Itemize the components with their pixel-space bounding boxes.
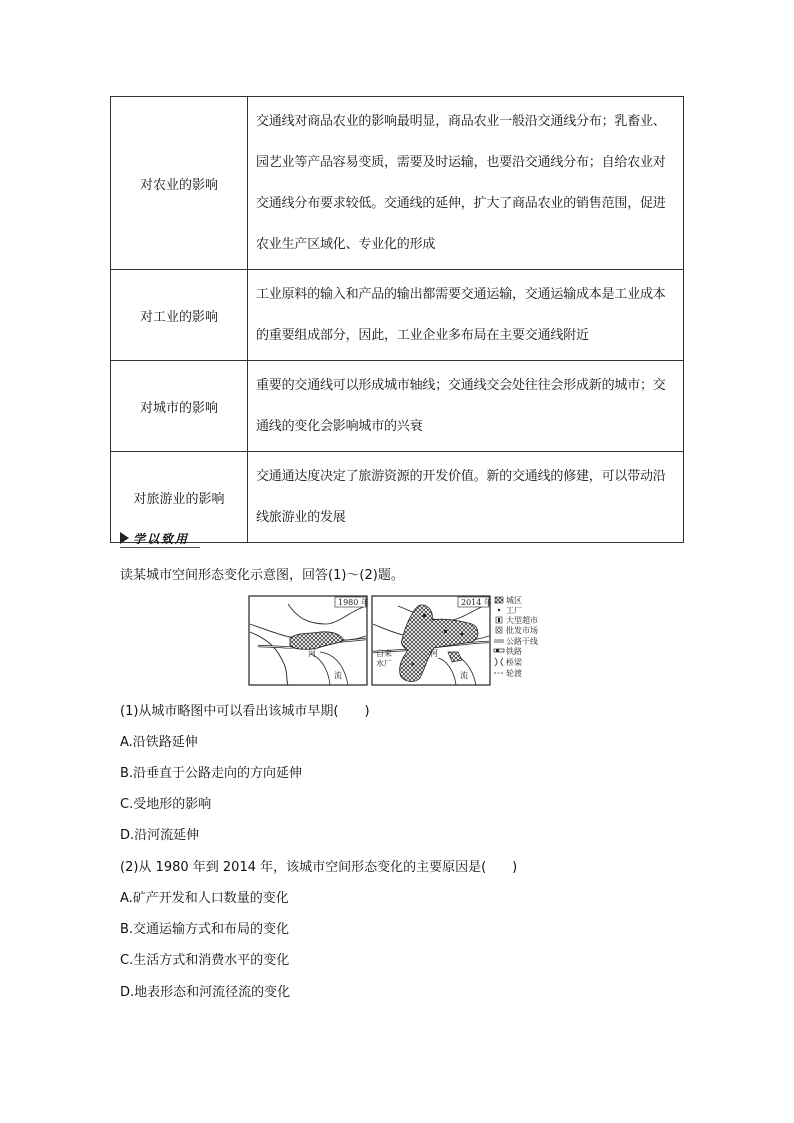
section-label — [120, 528, 189, 548]
table-row — [111, 270, 684, 361]
table-row — [111, 361, 684, 452]
question-2-option-c: C.生活方式和消费水平的变化 — [120, 953, 290, 968]
legend-highway: 公路干线 — [506, 637, 538, 646]
question-2-option-b: B.交通运输方式和布局的变化 — [120, 922, 290, 937]
table-row — [111, 97, 684, 270]
impact-table — [110, 96, 684, 543]
legend-urban: 城区 — [506, 596, 522, 605]
river-char: 河 — [308, 649, 316, 658]
question-1-option-c: C.受地形的影响 — [120, 797, 212, 812]
river-char: 河 — [430, 649, 438, 658]
legend-factory: 工厂 — [506, 606, 522, 615]
row-body-tourism: 交通通达度决定了旅游资源的开发价值。新的交通线的修建，可以带动沿线旅游业的发展 — [248, 452, 684, 543]
row-body-agriculture: 交通线对商品农业的影响最明显，商品农业一般沿交通线分布；乳畜业、园艺业等产品容易变质，需要及时运输，也要沿交通线分布；自给农业对交通线分布要求较低。交通线的延伸，扩大了商品农业的销售范围，促进农业生产区域化、专业化的形成 — [248, 97, 684, 270]
question-1-option-b: B.沿垂直于公路走向的方向延伸 — [120, 766, 303, 781]
river-char: 流 — [460, 671, 468, 680]
section-label-text: 学以致用 — [133, 531, 190, 546]
question-2-option-a: A.矿产开发和人口数量的变化 — [120, 891, 289, 906]
table-row — [111, 452, 684, 543]
legend-railway: 铁路 — [506, 647, 522, 656]
section-underline — [120, 547, 200, 548]
river-char: 流 — [334, 671, 342, 680]
row-head-tourism: 对旅游业的影响 — [111, 452, 248, 543]
triangle-arrow-icon — [120, 532, 129, 544]
city-morphology-figure — [248, 594, 550, 690]
waterworks-label: 自来 — [376, 649, 392, 658]
question-intro: 读某城市空间形态变化示意图，回答(1)～(2)题。 — [120, 568, 404, 583]
legend-bridge: 桥梁 — [506, 658, 522, 667]
question-1-option-d: D.沿河流延伸 — [120, 828, 200, 843]
waterworks-label: 水厂 — [376, 659, 392, 668]
row-head-city: 对城市的影响 — [111, 361, 248, 452]
legend-wholesale: 批发市场 — [506, 626, 538, 635]
row-body-industry: 工业原料的输入和产品的输出都需要交通运输，交通运输成本是工业成本的重要组成部分，因此，工业企业多布局在主要交通线附近 — [248, 270, 684, 361]
urban-area-swatch-icon — [495, 597, 503, 603]
map2-year: 2014 年 — [461, 598, 492, 607]
map-2014 — [372, 596, 492, 685]
row-head-agriculture: 对农业的影响 — [111, 97, 248, 270]
question-2-option-d: D.地表形态和河流径流的变化 — [120, 985, 291, 1000]
row-head-industry: 对工业的影响 — [111, 270, 248, 361]
map-1980 — [249, 596, 369, 685]
bridge-icon — [495, 658, 503, 666]
question-2-stem: (2)从 1980 年到 2014 年，该城市空间形态变化的主要原因是( ) — [120, 860, 518, 875]
wholesale-market-icon — [496, 627, 502, 633]
legend-ferry: 轮渡 — [506, 669, 522, 678]
factory-dot-icon — [498, 609, 500, 611]
legend — [494, 595, 538, 678]
question-1-stem: (1)从城市略图中可以看出该城市早期( ) — [120, 704, 370, 719]
map1-year: 1980 年 — [338, 598, 369, 607]
row-body-city: 重要的交通线可以形成城市轴线；交通线交会处往往会形成新的城市；交通线的变化会影响城市的兴衰 — [248, 361, 684, 452]
legend-supermarket: 大型超市 — [506, 616, 538, 625]
question-1-option-a: A.沿铁路延伸 — [120, 735, 198, 750]
